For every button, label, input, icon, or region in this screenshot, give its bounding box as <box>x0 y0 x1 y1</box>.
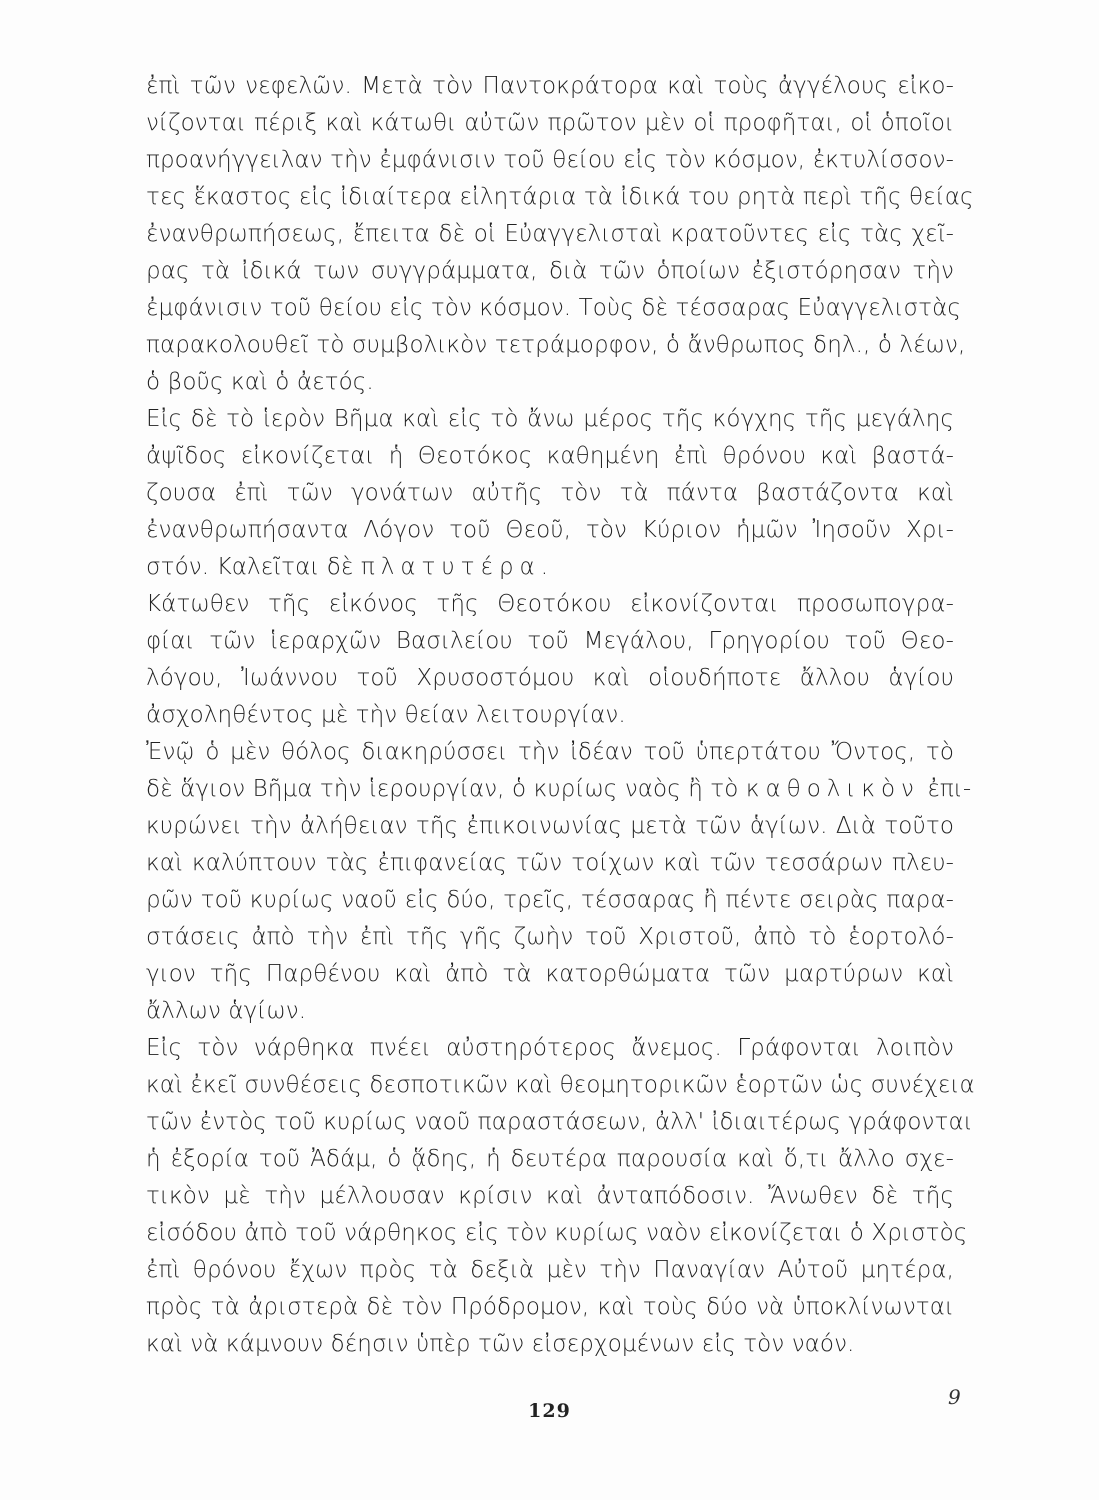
text-line: ἐνανθρωπήσεως, ἔπειτα δὲ οἱ Εὐαγγελισταὶ κρατοῦντες εἰς τὰς χεῖ- <box>146 221 954 247</box>
text-line: Εἰς δὲ τὸ ἱερὸν Βῆμα καὶ εἰς τὸ ἄνω μέρος τῆς κόγχης τῆς μεγάλης <box>146 406 954 432</box>
paragraph-1 <box>146 68 974 401</box>
spaced-term: πλατυτέρα. <box>360 554 555 580</box>
text-line: ἐπὶ θρόνου ἔχων πρὸς τὰ δεξιὰ μὲν τὴν Παναγίαν Αὐτοῦ μητέρα, <box>146 1257 954 1283</box>
text-run: δὲ ἅγιον Βῆμα τὴν ἱερουργίαν, ὁ κυρίως ναὸς ἢ τὸ <box>146 776 739 802</box>
text-line: καὶ καλύπτουν τὰς ἐπιφανείας τῶν τοίχων καὶ τῶν τεσσάρων πλευ- <box>146 850 954 876</box>
text-run: ἐπι- <box>927 776 972 802</box>
text-line: στάσεις ἀπὸ τὴν ἐπὶ τῆς γῆς ζωὴν τοῦ Χριστοῦ, ἀπὸ τὸ ἑορτολό- <box>146 924 954 950</box>
paragraph-4 <box>146 734 972 1030</box>
text-line: ἐπὶ τῶν νεφελῶν. Μετὰ τὸν Παντοκράτορα καὶ τοὺς ἀγγέλους εἰκο- <box>146 73 954 99</box>
text-line: νίζονται πέριξ καὶ κάτωθι αὐτῶν πρῶτον μὲν οἱ προφῆται, οἱ ὁποῖοι <box>146 110 954 136</box>
text-line: εἰσόδου ἀπὸ τοῦ νάρθηκος εἰς τὸν κυρίως ναὸν εἰκονίζεται ὁ Χριστὸς <box>146 1220 968 1246</box>
text-line: παρακολουθεῖ τὸ συμβολικὸν τετράμορφον, ὁ ἄνθρωπος δηλ., ὁ λέων, <box>146 332 966 358</box>
text-line: ρας τὰ ἰδικά των συγγράμματα, διὰ τῶν ὁποίων ἐξιστόρησαν τὴν <box>146 258 954 284</box>
body-text <box>146 68 975 1363</box>
signature-mark: 9 <box>948 1385 961 1409</box>
text-line: ρῶν τοῦ κυρίως ναοῦ εἰς δύο, τρεῖς, τέσσαρας ἢ πέντε σειρὰς παρα- <box>146 887 954 913</box>
text-line: τῶν ἐντὸς τοῦ κυρίως ναοῦ παραστάσεων, ἀλλ' ἰδιαιτέρως γράφονται <box>146 1109 973 1135</box>
text-line: τικὸν μὲ τὴν μέλλουσαν κρίσιν καὶ ἀνταπόδοσιν. Ἄνωθεν δὲ τῆς <box>146 1183 954 1209</box>
text-line: κυρώνει τὴν ἀλήθειαν τῆς ἐπικοινωνίας μετὰ τῶν ἁγίων. Διὰ τοῦτο <box>146 813 954 839</box>
text-line: Κάτωθεν τῆς εἰκόνος τῆς Θεοτόκου εἰκονίζονται προσωπογρα- <box>146 591 954 617</box>
text-line: καὶ ἐκεῖ συνθέσεις δεσποτικῶν καὶ θεομητορικῶν ἑορτῶν ὡς συνέχεια <box>146 1072 975 1098</box>
text-line: πρὸς τὰ ἀριστερὰ δὲ τὸν Πρόδρομον, καὶ τοὺς δύο νὰ ὑποκλίνωνται <box>146 1294 954 1320</box>
paragraph-3 <box>146 586 954 734</box>
page-number: 129 <box>528 1400 571 1422</box>
text-line: Εἰς τὸν νάρθηκα πνέει αὐστηρότερος ἄνεμος. Γράφονται λοιπὸν <box>146 1035 954 1061</box>
text-line: λόγου, Ἰωάννου τοῦ Χρυσοστόμου καὶ οἱουδήποτε ἄλλου ἁγίου <box>146 665 954 691</box>
text-line: ἀψῖδος εἰκονίζεται ἡ Θεοτόκος καθημένη ἐπὶ θρόνου καὶ βαστά- <box>146 443 954 469</box>
text-line: ἐνανθρωπήσαντα Λόγον τοῦ Θεοῦ, τὸν Κύριον ἡμῶν Ἰησοῦν Χρι- <box>146 517 954 543</box>
text-line <box>146 771 972 808</box>
text-line: φίαι τῶν ἱεραρχῶν Βασιλείου τοῦ Μεγάλου, Γρηγορίου τοῦ Θεο- <box>146 628 954 654</box>
text-line: προανήγγειλαν τὴν ἐμφάνισιν τοῦ θείου εἰς τὸν κόσμον, ἐκτυλίσσον- <box>146 147 954 173</box>
text-run: στόν. Καλεῖται δὲ <box>146 554 354 580</box>
text-line <box>146 549 954 586</box>
text-line: γιον τῆς Παρθένου καὶ ἀπὸ τὰ κατορθώματα τῶν μαρτύρων καὶ <box>146 961 954 987</box>
text-line: ἄλλων ἁγίων. <box>146 998 307 1024</box>
text-line: ἀσχοληθέντος μὲ τὴν θείαν λειτουργίαν. <box>146 702 626 728</box>
text-line: καὶ νὰ κάμνουν δέησιν ὑπὲρ τῶν εἰσερχομένων εἰς τὸν ναόν. <box>146 1331 855 1357</box>
paragraph-5 <box>146 1030 975 1363</box>
text-line: ἡ ἐξορία τοῦ Ἀδάμ, ὁ ᾅδης, ἡ δευτέρα παρουσία καὶ ὅ,τι ἄλλο σχε- <box>146 1146 954 1172</box>
text-line: ἐμφάνισιν τοῦ θείου εἰς τὸν κόσμον. Τοὺς δὲ τέσσαρας Εὐαγγελιστὰς <box>146 295 961 321</box>
spaced-term: καθολικὸν <box>745 776 920 802</box>
text-line: Ἐνῷ ὁ μὲν θόλος διακηρύσσει τὴν ἰδέαν τοῦ ὑπερτάτου Ὄντος, τὸ <box>146 739 954 765</box>
text-line: ζουσα ἐπὶ τῶν γονάτων αὐτῆς τὸν τὰ πάντα βαστάζοντα καὶ <box>146 480 954 506</box>
text-line: τες ἕκαστος εἰς ἰδιαίτερα εἰλητάρια τὰ ἰδικά του ρητὰ περὶ τῆς θείας <box>146 184 974 210</box>
text-line: ὁ βοῦς καὶ ὁ ἀετός. <box>146 369 374 395</box>
paragraph-2 <box>146 401 954 586</box>
